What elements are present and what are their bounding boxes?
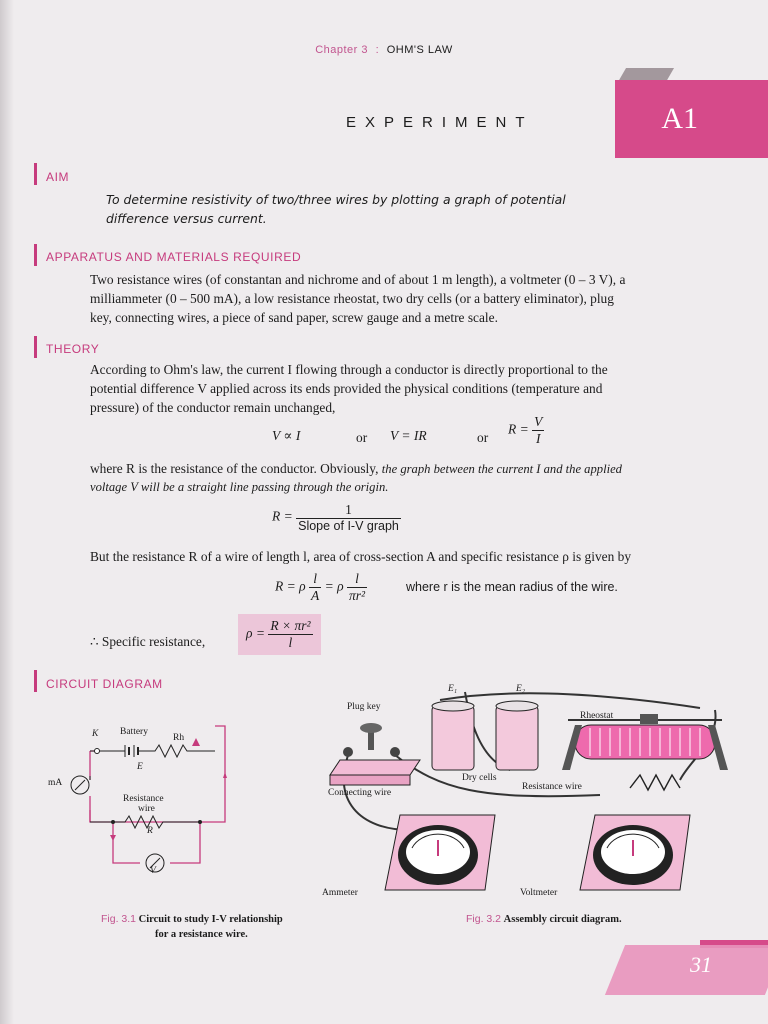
- fig1-label-k: K: [92, 729, 99, 739]
- theory-p1-line-3: pressure) of the conductor remain unchanged,: [90, 400, 336, 415]
- aim-heading: AIM: [46, 170, 70, 184]
- page-number: 31: [690, 952, 712, 977]
- header-separator: :: [375, 44, 380, 56]
- fig1-label-rh: Rh: [173, 733, 185, 743]
- circuit-heading: CIRCUIT DIAGRAM: [46, 677, 163, 691]
- chapter-title: OHM'S LAW: [386, 44, 453, 56]
- specific-resistance-formula: [238, 614, 321, 655]
- experiment-badge: A1: [615, 80, 768, 158]
- fig-3-2-caption: [466, 913, 622, 925]
- fig1-label-resistance: Resistance: [123, 794, 164, 804]
- equation-proportional: V ∝ I: [272, 428, 301, 443]
- equation-resistance-ratio: [508, 414, 544, 447]
- equation-radius-note: where r is the mean radius of the wire.: [406, 580, 618, 594]
- fig1-label-v: V: [150, 866, 156, 876]
- fig1-label-e: E: [137, 762, 143, 772]
- equation-slope-numerator: 1: [296, 502, 401, 519]
- aim-line-2: difference versus current.: [106, 211, 267, 226]
- theory-p2-line-2: voltage V will be a straight line passing through the origin.: [90, 480, 389, 494]
- equation-or-2: or: [477, 430, 489, 445]
- apparatus-line-1: Two resistance wires (of constantan and nichrome and of about 1 m length), a voltmeter (0 – 3 V), a: [90, 272, 626, 287]
- rho-numerator: R × πr²: [270, 618, 311, 633]
- rho-lhs: ρ =: [246, 625, 265, 641]
- fig1-label-ma: mA: [48, 778, 63, 788]
- apparatus-section-bar: [34, 244, 37, 266]
- equation-slope: [272, 502, 401, 533]
- equation-ohms-law: V = IR: [390, 428, 427, 443]
- experiment-heading: EXPERIMENT: [346, 114, 534, 131]
- equation-resistivity-relation: [275, 571, 367, 604]
- fig-3-1-number: Fig. 3.1: [101, 913, 137, 925]
- fig-3-2-caption-text: Assembly circuit diagram.: [503, 914, 622, 925]
- aim-section-bar: [34, 163, 37, 185]
- fig-3-1-caption: [101, 913, 283, 925]
- fig2-label-voltmeter: Voltmeter: [520, 888, 558, 898]
- equation-or-1: or: [356, 430, 368, 445]
- theory-section-bar: [34, 336, 37, 358]
- fig-3-1-caption-line-2: for a resistance wire.: [155, 929, 248, 940]
- fig2-label-e1: E₁: [448, 684, 458, 694]
- equation-eq-rho: = ρ: [324, 578, 344, 594]
- specific-resistance-label: ∴ Specific resistance,: [90, 634, 206, 649]
- rho-denominator: l: [288, 635, 293, 650]
- theory-p2-plain: where R is the resistance of the conductor. Obviously,: [90, 461, 382, 476]
- fig2-label-rheostat: Rheostat: [580, 711, 614, 721]
- page-number-band: [605, 945, 768, 995]
- fig1-label-r: R: [147, 826, 153, 836]
- apparatus-line-3: key, connecting wires, a piece of sand paper, screw gauge and a metre scale.: [90, 310, 498, 325]
- equation-l-num-2: l: [347, 571, 367, 588]
- equation-slope-lhs: R =: [272, 508, 293, 524]
- equation-r-rho: R = ρ: [275, 578, 306, 594]
- aim-line-1: To determine resistivity of two/three wires by plotting a graph of potential: [106, 192, 566, 207]
- equation-l-num-1: l: [309, 571, 321, 588]
- equation-r-lhs: R =: [508, 421, 529, 437]
- theory-p1-line-2: potential difference V applied across its ends provided the physical conditions (temperature and: [90, 381, 603, 396]
- fig2-label-ammeter: Ammeter: [322, 888, 358, 898]
- theory-p2-line-1: [90, 459, 622, 479]
- equation-slope-denominator: Slope of I-V graph: [298, 519, 399, 533]
- running-head: [0, 44, 768, 56]
- theory-p1-line-1: According to Ohm's law, the current I flowing through a conductor is directly proportional to the: [90, 362, 608, 377]
- equation-a-den: A: [310, 588, 320, 603]
- fig2-label-dry-cells: Dry cells: [462, 773, 497, 783]
- fig1-label-wire: wire: [138, 804, 155, 814]
- page-gutter-shadow: [0, 0, 14, 1024]
- fig-3-2-number: Fig. 3.2: [466, 913, 502, 925]
- equation-v-numerator: V: [534, 414, 543, 429]
- fig1-label-battery: Battery: [120, 727, 148, 737]
- apparatus-line-2: milliammeter (0 – 500 mA), a low resistance rheostat, two dry cells (or a battery eliminator), plug: [90, 291, 614, 306]
- chapter-number: Chapter 3: [315, 44, 369, 56]
- fig2-label-e2: E₂: [516, 684, 526, 694]
- theory-p2-italic: the graph between the current I and the applied: [381, 462, 622, 476]
- fig-3-1-caption-line-1: Circuit to study I-V relationship: [138, 914, 283, 925]
- fig2-label-resistance-wire: Resistance wire: [522, 782, 582, 792]
- equation-i-denominator: I: [535, 431, 541, 446]
- fig2-label-connecting-wire: Connecting wire: [328, 788, 392, 798]
- theory-p3: But the resistance R of a wire of length l, area of cross-section A and specific resistance ρ is given by: [90, 549, 632, 564]
- theory-heading: THEORY: [46, 342, 100, 356]
- equation-pir2-den: πr²: [348, 588, 366, 603]
- fig2-label-plug-key: Plug key: [347, 702, 381, 712]
- apparatus-heading: APPARATUS AND MATERIALS REQUIRED: [46, 250, 302, 264]
- circuit-section-bar: [34, 670, 37, 692]
